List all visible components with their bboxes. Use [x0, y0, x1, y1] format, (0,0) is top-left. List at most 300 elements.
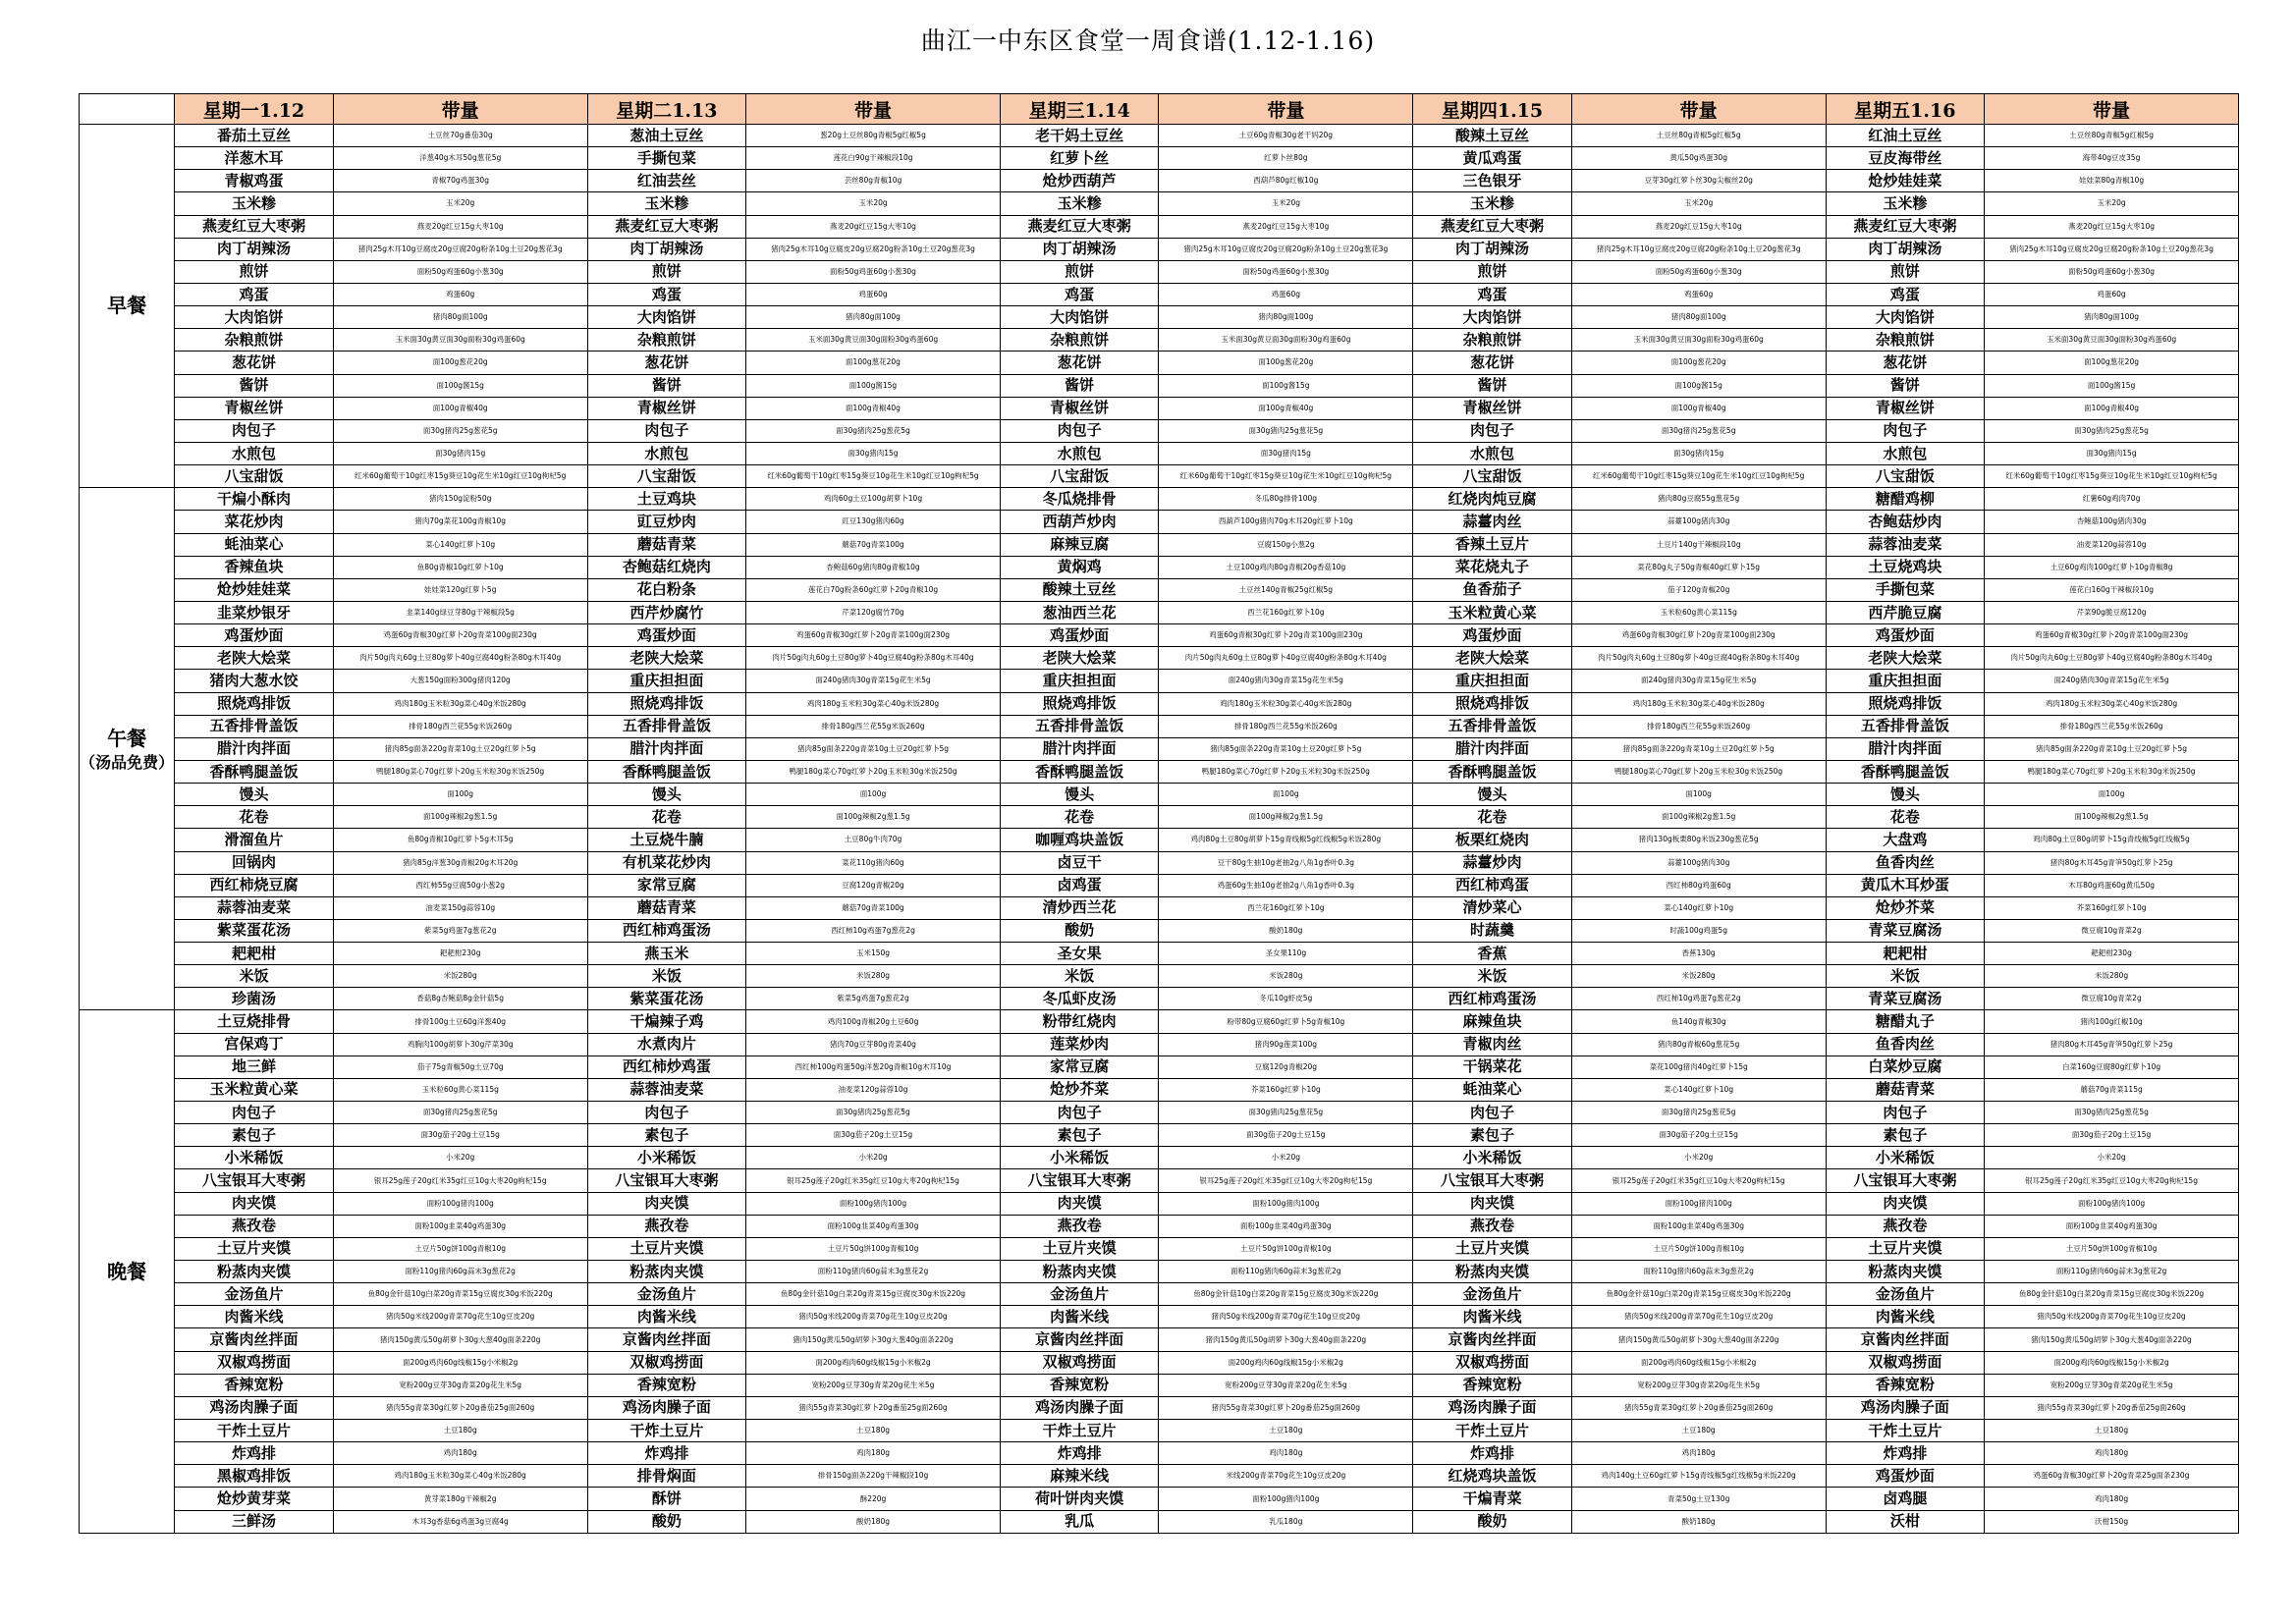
dish-quantity: 猪肉50g米线200g青菜70g花生10g豆皮20g: [1571, 1306, 1826, 1328]
dish-name: 老陕大烩菜: [587, 647, 746, 670]
dish-quantity: 面240g猪肉30g青菜15g花生米5g: [1571, 670, 1826, 692]
dish-quantity: 猪肉85g面条220g青菜10g土豆20g红萝卜5g: [1571, 737, 1826, 760]
dish-name: 鸡汤肉臊子面: [175, 1396, 334, 1419]
dish-quantity: 鸡肉180g: [1159, 1442, 1413, 1465]
dish-quantity: 玉米面30g黄豆面30g面粉30g鸡蛋60g: [333, 329, 587, 352]
dish-quantity: 鸡肉180g: [1571, 1442, 1826, 1465]
dish-name: 杂粮煎饼: [1826, 329, 1985, 352]
dish-quantity: 菜花80g丸子50g青椒40g红萝卜15g: [1571, 556, 1826, 578]
dish-name: 炸鸡排: [1000, 1442, 1159, 1465]
menu-row: [80, 352, 2239, 374]
dish-name: 干煸辣子鸡: [587, 1010, 746, 1033]
dish-quantity: 莲花白70g粉条60g红萝卜20g青椒10g: [746, 578, 1001, 601]
dish-name: 米饭: [587, 965, 746, 988]
menu-row: [80, 896, 2239, 919]
dish-quantity: 排骨100g土豆60g洋葱40g: [333, 1010, 587, 1033]
dish-quantity: 鸡蛋60g: [1985, 283, 2239, 305]
dish-name: 青椒鸡蛋: [175, 170, 334, 192]
dish-name: 玉米糁: [1000, 192, 1159, 215]
dish-name: 鸡汤肉臊子面: [587, 1396, 746, 1419]
dish-quantity: 小米20g: [1159, 1147, 1413, 1169]
menu-row: [80, 919, 2239, 942]
dish-name: 香辣土豆片: [1413, 533, 1572, 556]
dish-quantity: 鸭腿180g菜心70g红萝卜20g玉米粒30g米饭250g: [1159, 760, 1413, 783]
dish-name: 金汤鱼片: [1000, 1283, 1159, 1306]
dish-name: 肉包子: [1826, 419, 1985, 442]
dish-quantity: 排骨150g面条220g干辣椒段10g: [746, 1465, 1001, 1488]
dish-quantity: 鸡蛋60g青椒30g红萝卜20g青菜100g面230g: [1571, 624, 1826, 647]
dish-quantity: 面200g鸡肉60g线椒15g小米椒2g: [746, 1351, 1001, 1374]
dish-quantity: 土豆片50g饼100g青椒10g: [746, 1237, 1001, 1260]
dish-name: 京酱肉丝拌面: [1000, 1328, 1159, 1351]
dish-name: 鸡蛋炒面: [1826, 1465, 1985, 1488]
dish-quantity: 面100g酱15g: [746, 374, 1001, 397]
dish-name: 玉米糁: [1826, 192, 1985, 215]
dish-name: 花卷: [1826, 806, 1985, 829]
dish-quantity: 玉米20g: [1571, 192, 1826, 215]
dish-quantity: 猪肉150g黄瓜50g胡萝卜30g大葱40g面条220g: [1159, 1328, 1413, 1351]
dish-name: 重庆担担面: [587, 670, 746, 692]
dish-name: 蘑菇青菜: [587, 896, 746, 919]
dish-name: 鱼香肉丝: [1826, 1033, 1985, 1056]
dish-quantity: 面30g茄子20g土豆15g: [1985, 1124, 2239, 1147]
dish-name: 肉丁胡辣汤: [1826, 238, 1985, 260]
dish-quantity: 燕麦20g红豆15g大枣10g: [1571, 215, 1826, 238]
dish-quantity: 猪肉150g黄瓜50g胡萝卜30g大葱40g面条220g: [746, 1328, 1001, 1351]
dish-name: 排骨焖面: [587, 1465, 746, 1488]
dish-quantity: 鱼80g金针菇10g白菜20g青菜15g豆腐皮30g米饭220g: [746, 1283, 1001, 1306]
dish-quantity: 猪肉100g红椒10g: [1985, 1010, 2239, 1033]
dish-name: 花卷: [587, 806, 746, 829]
dish-quantity: 土豆片50g饼100g青椒10g: [1159, 1237, 1413, 1260]
dish-name: 肉丁胡辣汤: [1000, 238, 1159, 260]
menu-row: [80, 1102, 2239, 1124]
dish-name: 葱油西兰花: [1000, 601, 1159, 623]
dish-quantity: 土豆80g牛肉70g: [746, 829, 1001, 851]
menu-row: [80, 1147, 2239, 1169]
dish-quantity: 面粉110g猪肉60g蒜末3g葱花2g: [1571, 1261, 1826, 1283]
dish-quantity: 鸡肉180g玉米粒30g菜心40g米饭280g: [746, 692, 1001, 715]
dish-name: 酱饼: [175, 374, 334, 397]
header-quantity: 带量: [746, 94, 1001, 125]
dish-quantity: 西红柿10g鸡蛋7g葱花2g: [1571, 988, 1826, 1010]
dish-quantity: 面30g猪肉15g: [1985, 442, 2239, 464]
dish-name: 干炸土豆片: [175, 1420, 334, 1442]
dish-name: 腊汁肉拌面: [1000, 737, 1159, 760]
dish-quantity: 鸭腿180g菜心70g红萝卜20g玉米粒30g米饭250g: [1571, 760, 1826, 783]
dish-name: 干锅菜花: [1413, 1056, 1572, 1078]
dish-name: 西红柿烧豆腐: [175, 874, 334, 896]
dish-quantity: 鸡肉180g: [333, 1442, 587, 1465]
dish-quantity: 面200g鸡肉60g线椒15g小米椒2g: [1159, 1351, 1413, 1374]
dish-name: 京酱肉丝拌面: [1413, 1328, 1572, 1351]
meal-label: [80, 488, 175, 1010]
dish-quantity: 米饭280g: [1985, 965, 2239, 988]
dish-name: 干炸土豆片: [1000, 1420, 1159, 1442]
dish-quantity: 面粉100g猪肉100g: [333, 1192, 587, 1215]
dish-name: 香辣宽粉: [1000, 1374, 1159, 1396]
dish-name: 杂粮煎饼: [1000, 329, 1159, 352]
dish-name: 花卷: [1000, 806, 1159, 829]
dish-quantity: 豆芽30g红萝卜丝30g尖椒丝20g: [1571, 170, 1826, 192]
dish-name: 金汤鱼片: [587, 1283, 746, 1306]
dish-quantity: 芥菜160g红萝卜10g: [1985, 896, 2239, 919]
dish-name: 土豆片夹馍: [1000, 1237, 1159, 1260]
dish-quantity: 蘑菇70g青菜115g: [1985, 1078, 2239, 1101]
dish-quantity: 面粉100g猪肉100g: [1159, 1488, 1413, 1510]
dish-name: 八宝甜饭: [175, 465, 334, 488]
dish-quantity: 土豆片50g饼100g青椒10g: [1571, 1237, 1826, 1260]
dish-quantity: 小米20g: [1985, 1147, 2239, 1169]
dish-quantity: 猪肉50g米线200g青菜70g花生10g豆皮20g: [333, 1306, 587, 1328]
dish-quantity: 鸡肉180g玉米粒30g菜心40g米饭280g: [333, 692, 587, 715]
dish-quantity: 香蕉130g: [1571, 943, 1826, 965]
dish-quantity: 猪肉85g面条220g青菜10g土豆20g红萝卜5g: [1985, 737, 2239, 760]
dish-name: 鸡汤肉臊子面: [1826, 1396, 1985, 1419]
dish-quantity: 面粉110g猪肉60g蒜末3g葱花2g: [1159, 1261, 1413, 1283]
dish-name: 玉米糁: [175, 192, 334, 215]
dish-name: 炸鸡排: [175, 1442, 334, 1465]
dish-name: 京酱肉丝拌面: [1826, 1328, 1985, 1351]
dish-quantity: 大葱150g面粉300g猪肉120g: [333, 670, 587, 692]
dish-name: 葱花饼: [1413, 352, 1572, 374]
dish-name: 煎饼: [175, 260, 334, 283]
dish-name: 番茄土豆丝: [175, 125, 334, 147]
dish-quantity: 猪肉25g木耳10g豆腐皮20g豆腐20g粉条10g土豆20g葱花3g: [333, 238, 587, 260]
dish-quantity: 鸡肉80g土豆80g胡萝卜15g青线椒5g红线椒5g米饭280g: [1159, 829, 1413, 851]
dish-quantity: 鸡蛋60g: [333, 283, 587, 305]
menu-row: [80, 874, 2239, 896]
dish-quantity: 宽粉200g豆芽30g青菜20g花生米5g: [1985, 1374, 2239, 1396]
dish-quantity: 猪肉130g板栗80g米饭230g葱花5g: [1571, 829, 1826, 851]
menu-row: [80, 647, 2239, 670]
dish-name: 燕孜卷: [175, 1215, 334, 1237]
dish-quantity: 土豆丝80g青椒5g红椒5g: [1985, 125, 2239, 147]
menu-row: [80, 215, 2239, 238]
dish-quantity: 乳瓜180g: [1159, 1510, 1413, 1533]
menu-row: [80, 965, 2239, 988]
dish-quantity: 猪肉85g面条220g青菜10g土豆20g红萝卜5g: [333, 737, 587, 760]
dish-name: 土豆烧牛腩: [587, 829, 746, 851]
dish-name: 馒头: [587, 784, 746, 806]
dish-quantity: 面100g葱花20g: [333, 352, 587, 374]
dish-name: 鸡汤肉臊子面: [1000, 1396, 1159, 1419]
dish-name: 炝炒西葫芦: [1000, 170, 1159, 192]
dish-name: 鸡蛋: [587, 283, 746, 305]
dish-quantity: 面30g猪肉15g: [1571, 442, 1826, 464]
menu-row: [80, 1124, 2239, 1147]
dish-name: 西红柿鸡蛋: [1413, 874, 1572, 896]
dish-name: 照烧鸡排饭: [1413, 692, 1572, 715]
dish-name: 八宝甜饭: [587, 465, 746, 488]
dish-quantity: 猪肉25g木耳10g豆腐皮20g豆腐20g粉条10g土豆20g葱花3g: [1571, 238, 1826, 260]
dish-name: 八宝银耳大枣粥: [1826, 1169, 1985, 1192]
dish-name: 红油土豆丝: [1826, 125, 1985, 147]
dish-quantity: 米饭280g: [333, 965, 587, 988]
dish-name: 大肉馅饼: [175, 306, 334, 329]
menu-row: [80, 806, 2239, 829]
dish-name: 红烧鸡块盖饭: [1413, 1465, 1572, 1488]
dish-name: 馒头: [1413, 784, 1572, 806]
dish-name: 双椒鸡捞面: [587, 1351, 746, 1374]
dish-quantity: 沃柑150g: [1985, 1510, 2239, 1533]
dish-quantity: 娃娃菜120g红萝卜5g: [333, 578, 587, 601]
dish-name: 炸鸡排: [587, 1442, 746, 1465]
dish-name: 西芹脆豆腐: [1826, 601, 1985, 623]
dish-name: 酸奶: [1000, 919, 1159, 942]
dish-quantity: 杏鲍菇100g猪肉30g: [1985, 511, 2239, 533]
dish-name: 肉包子: [587, 1102, 746, 1124]
dish-name: 酸辣土豆丝: [1000, 578, 1159, 601]
dish-name: 麻辣豆腐: [1000, 533, 1159, 556]
dish-quantity: 豆干80g生抽10g老抽2g八角1g香叶0.3g: [1159, 851, 1413, 874]
dish-name: 耙耙柑: [175, 943, 334, 965]
dish-name: 葱花饼: [1000, 352, 1159, 374]
dish-quantity: 香菇8g杏鲍菇8g金针菇5g: [333, 988, 587, 1010]
menu-row: [80, 511, 2239, 533]
dish-quantity: 黄芽菜180g干辣椒2g: [333, 1488, 587, 1510]
menu-row: [80, 1420, 2239, 1442]
dish-quantity: 土豆丝70g番茄30g: [333, 125, 587, 147]
dish-name: 肉丁胡辣汤: [1413, 238, 1572, 260]
dish-name: 腊汁肉拌面: [1413, 737, 1572, 760]
dish-name: 肉酱米线: [587, 1306, 746, 1328]
dish-quantity: 鱼80g金针菇10g白菜20g青菜15g豆腐皮30g米饭220g: [1159, 1283, 1413, 1306]
dish-quantity: 米饭280g: [746, 965, 1001, 988]
dish-quantity: 土豆60g青椒30g老干妈20g: [1159, 125, 1413, 147]
dish-name: 燕孜卷: [587, 1215, 746, 1237]
dish-name: 燕麦红豆大枣粥: [587, 215, 746, 238]
dish-name: 粉蒸肉夹馍: [175, 1261, 334, 1283]
menu-body: [80, 125, 2239, 1534]
dish-name: 蒜薹炒肉: [1413, 851, 1572, 874]
dish-quantity: 粉带80g豆腐60g红萝卜5g青椒10g: [1159, 1010, 1413, 1033]
menu-row: [80, 1215, 2239, 1237]
dish-name: 五香排骨盖饭: [587, 715, 746, 737]
dish-quantity: 面100g酱15g: [1985, 374, 2239, 397]
dish-name: 粉蒸肉夹馍: [587, 1261, 746, 1283]
dish-quantity: 韭菜140g绿豆芽80g干辣椒段5g: [333, 601, 587, 623]
dish-name: 照烧鸡排饭: [1000, 692, 1159, 715]
dish-quantity: 猪肉150g淀粉50g: [333, 488, 587, 511]
dish-quantity: 面100g辣椒2g葱1.5g: [333, 806, 587, 829]
dish-quantity: 菜心140g红萝卜10g: [333, 533, 587, 556]
dish-quantity: 冬瓜10g虾皮5g: [1159, 988, 1413, 1010]
dish-name: 清炒菜心: [1413, 896, 1572, 919]
menu-row: [80, 260, 2239, 283]
dish-name: 双椒鸡捞面: [1000, 1351, 1159, 1374]
dish-quantity: 蒜薹100g猪肉30g: [1571, 851, 1826, 874]
dish-name: 时蔬羹: [1413, 919, 1572, 942]
dish-quantity: 猪肉55g青菜30g红萝卜20g番茄25g面260g: [333, 1396, 587, 1419]
dish-quantity: 面30g茄子20g土豆15g: [1159, 1124, 1413, 1147]
dish-name: 黄焖鸡: [1000, 556, 1159, 578]
dish-quantity: 猪肉50g米线200g青菜70g花生10g豆皮20g: [1159, 1306, 1413, 1328]
dish-name: 卤鸡蛋: [1000, 874, 1159, 896]
dish-quantity: 玉米20g: [1159, 192, 1413, 215]
dish-quantity: 耙耙柑230g: [333, 943, 587, 965]
dish-name: 馒头: [175, 784, 334, 806]
dish-name: 水煎包: [1826, 442, 1985, 464]
menu-row: [80, 851, 2239, 874]
dish-name: 香酥鸭腿盖饭: [587, 760, 746, 783]
dish-name: 老陕大烩菜: [1413, 647, 1572, 670]
dish-quantity: 面100g青椒40g: [333, 397, 587, 419]
menu-row: [80, 578, 2239, 601]
dish-quantity: 猪肉55g青菜30g红萝卜20g番茄25g面260g: [1159, 1396, 1413, 1419]
header-corner: [80, 94, 175, 125]
dish-quantity: 芥菜160g红萝卜10g: [1159, 1078, 1413, 1101]
dish-quantity: 鱼80g青椒10g红萝卜5g木耳5g: [333, 829, 587, 851]
dish-name: 肉包子: [175, 1102, 334, 1124]
header-day: 星期四1.15: [1413, 94, 1572, 125]
dish-name: 香辣宽粉: [587, 1374, 746, 1396]
dish-name: 馒头: [1826, 784, 1985, 806]
dish-name: 八宝银耳大枣粥: [587, 1169, 746, 1192]
dish-name: 家常豆腐: [1000, 1056, 1159, 1078]
dish-quantity: 面粉100g韭菜40g鸡蛋30g: [333, 1215, 587, 1237]
dish-quantity: 土豆丝80g青椒5g红椒5g: [1571, 125, 1826, 147]
dish-quantity: 鸡胸肉100g胡萝卜30g芹菜30g: [333, 1033, 587, 1056]
dish-quantity: 青菜50g土豆130g: [1571, 1488, 1826, 1510]
dish-quantity: 面粉50g鸡蛋60g小葱30g: [1159, 260, 1413, 283]
menu-row: [80, 1328, 2239, 1351]
dish-quantity: 宽粉200g豆芽30g青菜20g花生米5g: [1159, 1374, 1413, 1396]
dish-name: 土豆片夹馍: [587, 1237, 746, 1260]
dish-quantity: 红萝卜丝80g: [1159, 147, 1413, 170]
dish-name: 香酥鸭腿盖饭: [1000, 760, 1159, 783]
dish-name: 京酱肉丝拌面: [587, 1328, 746, 1351]
dish-quantity: 木耳80g鸡蛋60g黄瓜50g: [1985, 874, 2239, 896]
dish-quantity: 排骨180g西兰花55g米饭260g: [1159, 715, 1413, 737]
dish-quantity: 猪肉90g莲菜100g: [1159, 1033, 1413, 1056]
dish-name: 燕玉米: [587, 943, 746, 965]
dish-quantity: 菜花100g猪肉40g红萝卜15g: [1571, 1056, 1826, 1078]
dish-quantity: 莲花白160g干辣椒段10g: [1985, 578, 2239, 601]
dish-name: 香辣宽粉: [175, 1374, 334, 1396]
dish-quantity: 面200g鸡肉60g线椒15g小米椒2g: [1985, 1351, 2239, 1374]
dish-name: 酱饼: [1000, 374, 1159, 397]
menu-row: [80, 533, 2239, 556]
dish-name: 酸辣土豆丝: [1413, 125, 1572, 147]
dish-name: 蚝油菜心: [175, 533, 334, 556]
dish-quantity: 米饭280g: [1571, 965, 1826, 988]
dish-quantity: 鸡蛋60g青椒30g红萝卜20g青菜25g面条230g: [1985, 1465, 2239, 1488]
dish-quantity: 面100g辣椒2g葱1.5g: [1985, 806, 2239, 829]
dish-name: 紫菜蛋花汤: [175, 919, 334, 942]
menu-row: [80, 737, 2239, 760]
dish-name: 回锅肉: [175, 851, 334, 874]
dish-quantity: 面粉50g鸡蛋60g小葱30g: [746, 260, 1001, 283]
menu-row: [80, 1396, 2239, 1419]
page-title: 曲江一中东区食堂一周食谱(1.12-1.16): [920, 27, 1376, 55]
meal-name: 早餐: [107, 294, 147, 318]
dish-quantity: 猪肉25g木耳10g豆腐皮20g豆腐20g粉条10g土豆20g葱花3g: [1985, 238, 2239, 260]
dish-quantity: 娃娃菜80g青椒10g: [1985, 170, 2239, 192]
dish-name: 水煎包: [1000, 442, 1159, 464]
dish-name: 素包子: [1000, 1124, 1159, 1147]
dish-quantity: 土豆丝140g青椒25g红椒5g: [1159, 578, 1413, 601]
meal-name: 晚餐: [107, 1259, 147, 1283]
dish-name: 三鲜汤: [175, 1510, 334, 1533]
dish-name: 干炸土豆片: [1826, 1420, 1985, 1442]
dish-name: 黑椒鸡排饭: [175, 1465, 334, 1488]
menu-row: [80, 1374, 2239, 1396]
dish-quantity: 猪肉80g面100g: [333, 306, 587, 329]
dish-quantity: 芹菜90g脆豆腐120g: [1985, 601, 2239, 623]
dish-quantity: 面粉50g鸡蛋60g小葱30g: [1571, 260, 1826, 283]
dish-quantity: 芹菜120g腐竹70g: [746, 601, 1001, 623]
dish-name: 青椒丝饼: [587, 397, 746, 419]
dish-quantity: 面粉100g韭菜40g鸡蛋30g: [1159, 1215, 1413, 1237]
dish-quantity: 面粉100g猪肉100g: [746, 1192, 1001, 1215]
dish-quantity: 燕麦20g红豆15g大枣10g: [746, 215, 1001, 238]
dish-name: 土豆烧鸡块: [1826, 556, 1985, 578]
dish-quantity: 杏鲍菇60g猪肉80g青椒10g: [746, 556, 1001, 578]
dish-name: 水煮肉片: [587, 1033, 746, 1056]
dish-name: 滑溜鱼片: [175, 829, 334, 851]
dish-name: 鸡蛋炒面: [175, 624, 334, 647]
dish-name: 卤鸡腿: [1826, 1488, 1985, 1510]
dish-name: 炝炒娃娃菜: [1826, 170, 1985, 192]
dish-name: 米饭: [1826, 965, 1985, 988]
dish-quantity: 微豆腐10g青菜2g: [1985, 919, 2239, 942]
dish-quantity: 猪肉70g豆芽80g青菜40g: [746, 1033, 1001, 1056]
dish-name: 酸奶: [587, 1510, 746, 1533]
dish-name: 板栗红烧肉: [1413, 829, 1572, 851]
dish-name: 地三鲜: [175, 1056, 334, 1078]
dish-name: 香辣鱼块: [175, 556, 334, 578]
dish-name: 香辣宽粉: [1826, 1374, 1985, 1396]
dish-name: 腊汁肉拌面: [1826, 737, 1985, 760]
dish-name: 青椒肉丝: [1413, 1033, 1572, 1056]
dish-quantity: 燕麦20g红豆15g大枣10g: [1985, 215, 2239, 238]
dish-quantity: 面30g猪肉25g葱花5g: [333, 419, 587, 442]
dish-quantity: 面粉110g猪肉60g蒜末3g葱花2g: [746, 1261, 1001, 1283]
dish-quantity: 土豆100g鸡肉80g青椒20g香菇10g: [1159, 556, 1413, 578]
dish-name: 腊汁肉拌面: [587, 737, 746, 760]
dish-name: 八宝银耳大枣粥: [1000, 1169, 1159, 1192]
dish-quantity: 肉片50g肉丸60g土豆80g萝卜40g豆腐40g粉条80g木耳40g: [1159, 647, 1413, 670]
dish-quantity: 猪肉80g面100g: [1571, 306, 1826, 329]
dish-quantity: 土豆180g: [746, 1420, 1001, 1442]
dish-quantity: 排骨180g西兰花55g米饭260g: [746, 715, 1001, 737]
dish-quantity: 西葫芦80g红椒10g: [1159, 170, 1413, 192]
meal-name: 午餐: [107, 726, 147, 750]
dish-quantity: 面粉50g鸡蛋60g小葱30g: [1985, 260, 2239, 283]
dish-quantity: 面30g猪肉25g葱花5g: [1571, 419, 1826, 442]
dish-quantity: 玉米面30g黄豆面30g面粉30g鸡蛋60g: [746, 329, 1001, 352]
dish-name: 大肉馅饼: [1000, 306, 1159, 329]
dish-quantity: 鸭腿180g菜心70g红萝卜20g玉米粒30g米饭250g: [746, 760, 1001, 783]
dish-quantity: 肉片50g肉丸60g土豆80g萝卜40g豆腐40g粉条80g木耳40g: [1571, 647, 1826, 670]
dish-quantity: 玉米粒60g黄心菜115g: [1571, 601, 1826, 623]
dish-name: 水煎包: [587, 442, 746, 464]
dish-name: 素包子: [175, 1124, 334, 1147]
dish-quantity: 木耳3g香菇6g鸡蛋3g豆腐4g: [333, 1510, 587, 1533]
menu-row: [80, 670, 2239, 692]
dish-name: 蘑菇青菜: [1826, 1078, 1985, 1101]
dish-name: 珍菌汤: [175, 988, 334, 1010]
dish-quantity: 鸭腿180g菜心70g红萝卜20g玉米粒30g米饭250g: [1985, 760, 2239, 783]
dish-name: 干炸土豆片: [587, 1420, 746, 1442]
dish-quantity: 土豆60g鸡肉100g红萝卜10g青椒8g: [1985, 556, 2239, 578]
dish-name: 米饭: [175, 965, 334, 988]
dish-name: 小米稀饭: [1826, 1147, 1985, 1169]
dish-name: 鱼香肉丝: [1826, 851, 1985, 874]
menu-row: [80, 1237, 2239, 1260]
dish-quantity: 红米60g葡萄干10g红枣15g葵豆10g花生米10g红豆10g枸杞5g: [746, 465, 1001, 488]
